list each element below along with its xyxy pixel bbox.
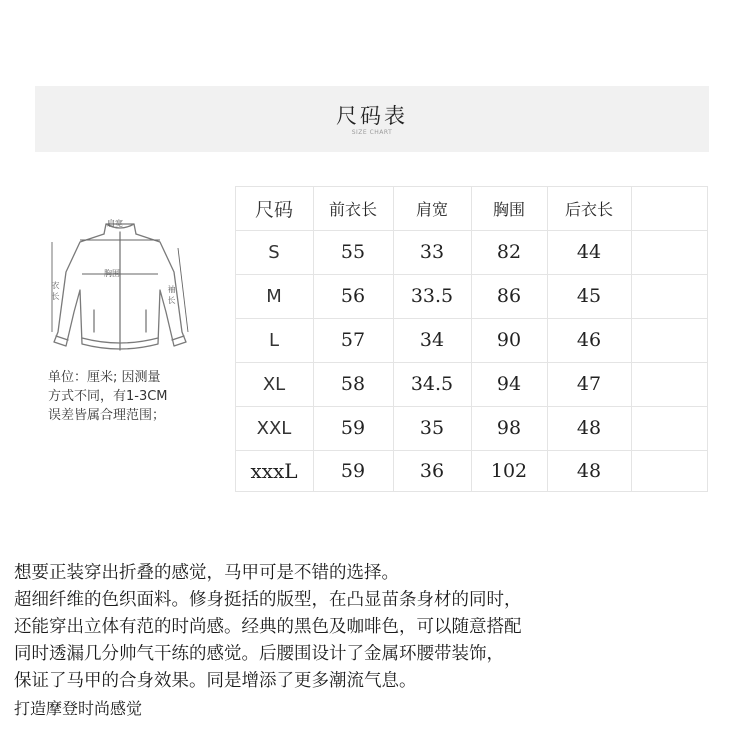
length-label: 衣长 [51, 281, 60, 301]
cell-chest: 82 [496, 241, 522, 263]
cell-shoulder: 36 [419, 459, 445, 482]
cell-shoulder: 35 [419, 417, 445, 439]
cell-back-length: 44 [576, 241, 602, 263]
cell-chest: 90 [496, 329, 522, 351]
shoulder-label: 肩宽 [107, 219, 123, 228]
cell-chest: 98 [496, 417, 522, 439]
description-line: 打造摩登时尚感觉 [14, 699, 143, 718]
description-line: 同时透漏几分帅气干练的感觉。后腰围设计了金属环腰带装饰， [14, 644, 504, 664]
jacket-outline-icon [40, 212, 200, 372]
page-subtitle: SIZE CHART [351, 129, 393, 136]
page-title: 尺码表 [336, 104, 408, 128]
note-line: 误差皆属合理范围； [48, 408, 166, 423]
header-back-length: 后衣长 [564, 199, 613, 219]
header-shoulder: 肩宽 [415, 199, 448, 219]
cell-back-length: 47 [576, 373, 602, 395]
size-chart-table [235, 186, 708, 492]
cell-chest: 86 [496, 285, 522, 307]
cell-back-length: 48 [576, 417, 602, 439]
cell-back-length: 46 [576, 329, 602, 351]
header-empty [631, 186, 708, 230]
cell-shoulder: 33.5 [410, 285, 454, 307]
description-line: 想要正装穿出折叠的感觉，马甲可是不错的选择。 [14, 563, 399, 583]
cell-size: xxxL [250, 458, 298, 483]
garment-measurement-diagram [40, 212, 200, 372]
table-row [235, 406, 708, 450]
cell-size: M [266, 285, 282, 307]
table-row [235, 274, 708, 318]
chest-label: 胸围 [104, 269, 120, 278]
header-size: 尺码 [254, 198, 293, 221]
table-row [235, 318, 708, 362]
cell-size: XXL [256, 417, 292, 439]
cell-shoulder: 34.5 [410, 373, 454, 395]
title-banner [35, 86, 709, 152]
note-line: 方式不同，有1-3CM [48, 389, 168, 404]
cell-front-length: 57 [340, 329, 366, 351]
cell-chest: 102 [490, 459, 528, 482]
description-line: 保证了马甲的合身效果。同是增添了更多潮流气息。 [14, 671, 417, 691]
cell-front-length: 56 [340, 285, 366, 307]
header-front-length: 前衣长 [328, 199, 377, 219]
header-chest: 胸围 [492, 199, 525, 219]
sleeve-label: 袖长 [167, 285, 176, 305]
cell-chest: 94 [496, 373, 522, 395]
cell-front-length: 55 [340, 241, 366, 263]
cell-front-length: 59 [340, 459, 366, 482]
table-header-row [235, 186, 708, 230]
cell-size: L [268, 329, 280, 351]
table-row [235, 362, 708, 406]
cell-size: XL [262, 373, 286, 395]
cell-front-length: 58 [340, 373, 366, 395]
cell-back-length: 45 [576, 285, 602, 307]
cell-back-length: 48 [576, 459, 602, 482]
cell-size: S [268, 241, 280, 263]
table-row [235, 450, 708, 491]
cell-shoulder: 34 [419, 329, 445, 351]
description-line: 超细纤维的色织面料。修身挺括的版型，在凸显苗条身材的同时， [14, 590, 522, 610]
measurement-note [48, 368, 208, 425]
cell-shoulder: 33 [419, 241, 445, 263]
description-line: 还能穿出立体有范的时尚感。经典的黑色及咖啡色，可以随意搭配 [14, 617, 522, 637]
note-line: 单位：厘米; 因测量 [48, 370, 161, 385]
product-description [14, 560, 744, 722]
table-row [235, 230, 708, 274]
cell-front-length: 59 [340, 417, 366, 439]
